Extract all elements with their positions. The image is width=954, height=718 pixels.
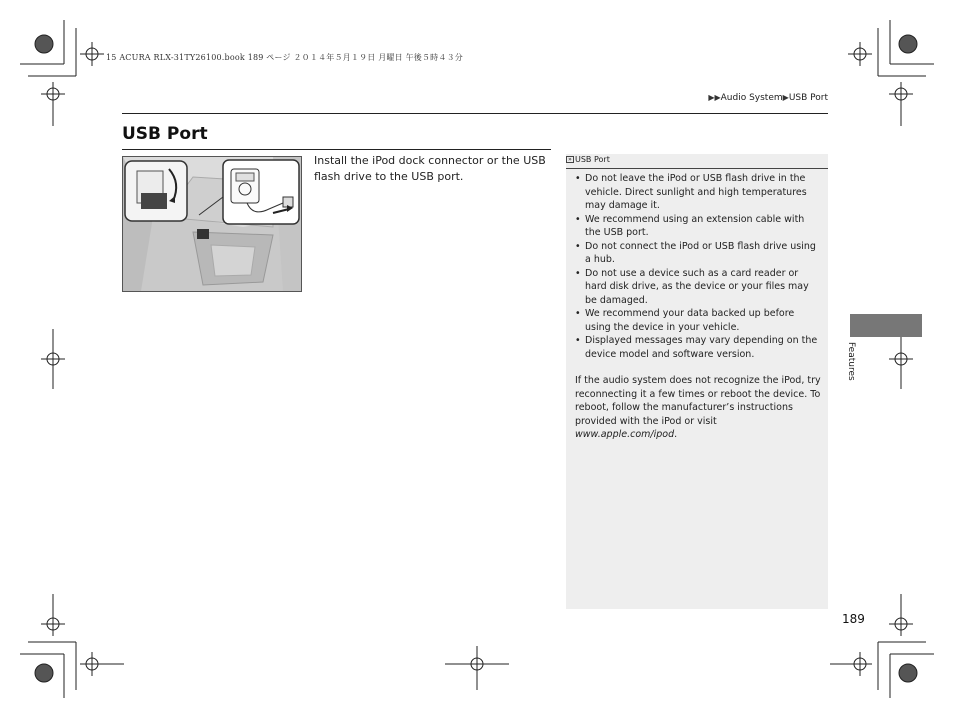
breadcrumb-section[interactable]: Audio System <box>720 93 783 103</box>
title-rule <box>122 149 551 150</box>
note-item: • We recommend using an extension cable with the USB port. <box>575 213 819 240</box>
chapter-tab[interactable] <box>850 314 922 337</box>
page-title: USB Port <box>122 124 208 144</box>
print-header: 15 ACURA RLX-31TY26100.book 189 ページ ２０１４年５月１９日 月曜日 午後５時４３分 <box>106 53 463 62</box>
header-rule <box>122 113 828 114</box>
note-item: • Do not use a device such as a card reader or hard disk drive, as the device or your files may be damaged. <box>575 267 819 308</box>
notes-list <box>575 172 819 361</box>
note-item: • We recommend your data backed up before using the device in your vehicle. <box>575 307 819 334</box>
breadcrumb-separator: ▶ <box>782 93 789 102</box>
reconnect-paragraph-end: . <box>674 429 678 440</box>
notes-panel-title <box>566 155 610 164</box>
chapter-tab-label: Features <box>846 342 856 381</box>
instruction-text: Install the iPod dock connector or the USB flash drive to the USB port. <box>314 154 546 183</box>
reconnect-paragraph-text: If the audio system does not recognize the iPod, try reconnecting it a few times or reboot the device. To reboot, follow the manufacturer’s instructions provided with the iPod or visit <box>575 375 821 427</box>
reference-arrow-icon: » <box>566 156 574 163</box>
breadcrumb-arrows: ▶▶ <box>708 93 721 102</box>
note-item: • Do not leave the iPod or USB flash drive in the vehicle. Direct sunlight and high temperatures may damage it. <box>575 172 819 213</box>
usb-port-illustration <box>122 156 302 292</box>
page-number: 189 <box>842 612 865 626</box>
breadcrumb-current: USB Port <box>788 93 828 103</box>
notes-panel-title-text: USB Port <box>575 155 610 164</box>
breadcrumb <box>708 93 828 103</box>
note-item: • Do not connect the iPod or USB flash drive using a hub. <box>575 240 819 267</box>
note-item: • Displayed messages may vary depending on the device model and software version. <box>575 334 819 361</box>
reconnect-paragraph <box>575 374 821 442</box>
apple-website-link[interactable]: www.apple.com/ipod <box>575 429 675 440</box>
